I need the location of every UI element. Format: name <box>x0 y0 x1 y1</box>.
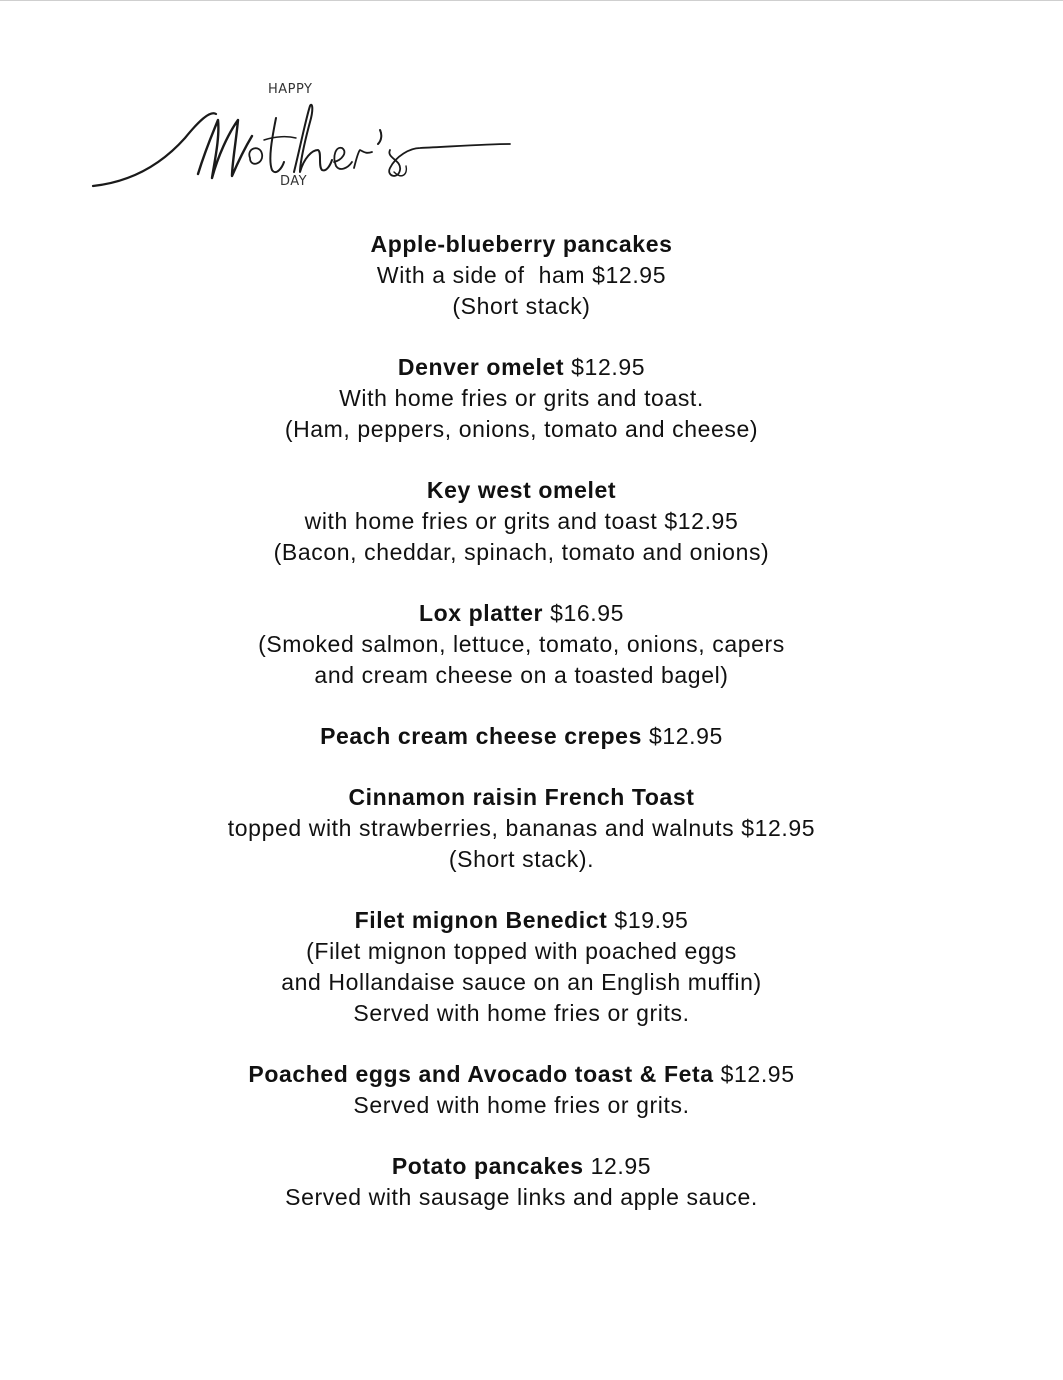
menu-item-price: $12.95 <box>713 1061 795 1087</box>
menu-item-name: Filet mignon Benedict <box>354 907 608 933</box>
menu-item <box>0 229 1043 322</box>
menu-item-name: Cinnamon raisin French Toast <box>348 784 695 810</box>
menu-item-description: With home fries or grits and toast. <box>339 385 704 411</box>
menu-item-name: Peach cream cheese crepes <box>320 723 642 749</box>
menu-item <box>0 598 1043 691</box>
menu-item-name: Key west omelet <box>426 477 617 503</box>
menu-item-description: (Smoked salmon, lettuce, tomato, onions, capers <box>258 631 785 657</box>
menu-item-description: Served with home fries or grits. <box>353 1092 690 1118</box>
menu-item-name: Potato pancakes <box>391 1153 584 1179</box>
menu-item <box>0 905 1043 1029</box>
menu-item-description: with home fries or grits and toast $12.95 <box>304 508 739 534</box>
menu-item-price: $12.95 <box>641 723 723 749</box>
menu-item-description: Served with home fries or grits. <box>353 1000 690 1026</box>
menu-item-description: and cream cheese on a toasted bagel) <box>314 662 729 688</box>
menu-item-description: (Short stack) <box>452 293 591 319</box>
top-border-line <box>0 0 1063 1</box>
mothers-day-logo <box>90 78 520 198</box>
menu-item-description: topped with strawberries, bananas and walnuts $12.95 <box>227 815 816 841</box>
menu-item-price: $16.95 <box>543 600 625 626</box>
menu-item-name: Lox platter <box>418 600 544 626</box>
menu-list <box>0 229 1043 1243</box>
menu-item <box>0 1151 1043 1213</box>
menu-item-description: Served with sausage links and apple sauce. <box>285 1184 758 1210</box>
menu-item-name: Poached eggs and Avocado toast & Feta <box>248 1061 714 1087</box>
menu-item <box>0 475 1043 568</box>
menu-item-name: Apple-blueberry pancakes <box>370 231 673 257</box>
menu-item-price: $12.95 <box>564 354 646 380</box>
menu-item <box>0 352 1043 445</box>
menu-item <box>0 782 1043 875</box>
menu-item-description: and Hollandaise sauce on an English muffin) <box>281 969 762 995</box>
menu-item-description: With a side of ham $12.95 <box>376 262 667 288</box>
menu-item-name: Denver omelet <box>397 354 565 380</box>
menu-item <box>0 721 1043 752</box>
logo-day-text: DAY <box>280 174 308 189</box>
menu-item-price: $19.95 <box>607 907 689 933</box>
menu-item-price: 12.95 <box>583 1153 652 1179</box>
menu-item-description: (Short stack). <box>448 846 595 872</box>
menu-item-description: (Ham, peppers, onions, tomato and cheese) <box>284 416 759 442</box>
menu-item-description: (Filet mignon topped with poached eggs <box>306 938 737 964</box>
menu-item <box>0 1059 1043 1121</box>
logo-happy-text: HAPPY <box>268 82 313 97</box>
menu-item-description: (Bacon, cheddar, spinach, tomato and onions) <box>273 539 770 565</box>
